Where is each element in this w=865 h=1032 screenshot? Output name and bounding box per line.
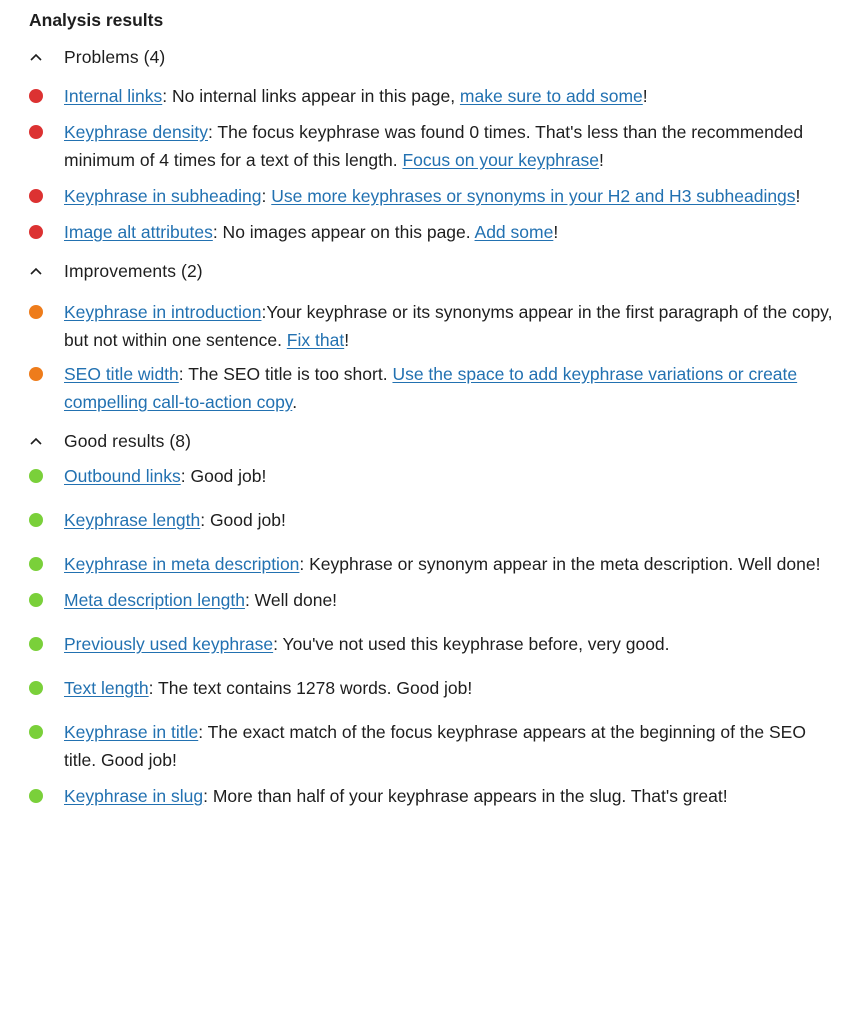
status-dot-icon xyxy=(29,506,64,534)
result-item-seo-title-width xyxy=(29,360,835,416)
result-text xyxy=(64,82,835,110)
result-item-image-alt-attributes xyxy=(29,218,835,246)
assessment-link[interactable]: Internal links xyxy=(64,86,163,106)
status-dot-good xyxy=(29,681,43,695)
result-item-keyphrase-density xyxy=(29,118,835,174)
chevron-up-icon xyxy=(29,436,64,446)
results-list xyxy=(29,298,835,416)
result-message: : No images appear on this page. xyxy=(212,222,475,242)
result-message: ! xyxy=(344,330,350,350)
result-message: : The exact match of the focus keyphrase appears at the beginning of the SEO title. Good job! xyxy=(64,722,806,770)
status-dot-good xyxy=(29,789,43,803)
result-message: :Your keyphrase or its synonyms appear in the first paragraph of the copy, but not within one sentence. xyxy=(64,302,833,350)
status-dot-bad xyxy=(29,225,43,239)
status-dot-good xyxy=(29,557,43,571)
section-label: Problems (4) xyxy=(64,46,166,67)
chevron-up-icon xyxy=(29,52,64,62)
status-dot-good xyxy=(29,513,43,527)
assessment-link[interactable]: Image alt attributes xyxy=(64,222,213,242)
result-item-keyphrase-in-introduction xyxy=(29,298,835,354)
status-dot-icon xyxy=(29,586,64,614)
status-dot-ok xyxy=(29,305,43,319)
result-item-internal-links xyxy=(29,82,835,110)
result-message: ! xyxy=(642,86,648,106)
assessment-link[interactable]: Meta description length xyxy=(64,590,245,610)
analysis-results-panel xyxy=(0,8,865,810)
result-item-previously-used-keyphrase xyxy=(29,630,835,658)
assessment-link[interactable]: Keyphrase in slug xyxy=(64,786,204,806)
status-dot-icon xyxy=(29,298,64,326)
result-message: . xyxy=(292,392,298,412)
status-dot-bad xyxy=(29,189,43,203)
result-item-outbound-links xyxy=(29,462,835,490)
result-text xyxy=(64,630,835,658)
section-toggle-ok[interactable] xyxy=(29,256,835,286)
section-toggle-bad[interactable] xyxy=(29,42,835,72)
result-text xyxy=(64,550,835,578)
status-dot-icon xyxy=(29,360,64,388)
result-item-keyphrase-in-subheading xyxy=(29,182,835,210)
result-message: : The text contains 1278 words. Good job! xyxy=(148,678,473,698)
result-message: : More than half of your keyphrase appears in the slug. That's great! xyxy=(203,786,728,806)
result-message: ! xyxy=(598,150,604,170)
result-item-keyphrase-in-title xyxy=(29,718,835,774)
status-dot-good xyxy=(29,637,43,651)
result-message: : No internal links appear in this page, xyxy=(162,86,460,106)
status-dot-icon xyxy=(29,782,64,810)
status-dot-good xyxy=(29,593,43,607)
result-message: : You've not used this keyphrase before, very good. xyxy=(273,634,670,654)
action-link[interactable]: Use more keyphrases or synonyms in your H2 and H3 subheadings xyxy=(271,186,796,206)
action-link[interactable]: Focus on your keyphrase xyxy=(402,150,599,170)
result-message: : Keyphrase or synonym appear in the meta description. Well done! xyxy=(299,554,821,574)
section-label: Improvements (2) xyxy=(64,260,203,281)
status-dot-good xyxy=(29,725,43,739)
results-list xyxy=(29,462,835,810)
chevron-up-icon xyxy=(29,266,64,276)
action-link[interactable]: Fix that xyxy=(286,330,345,350)
result-text xyxy=(64,118,835,174)
status-dot-icon xyxy=(29,630,64,658)
result-message: : Good job! xyxy=(180,466,267,486)
assessment-link[interactable]: Keyphrase in subheading xyxy=(64,186,262,206)
section-good xyxy=(29,426,835,810)
assessment-link[interactable]: Previously used keyphrase xyxy=(64,634,274,654)
result-item-text-length xyxy=(29,674,835,702)
status-dot-icon xyxy=(29,182,64,210)
result-message: : The SEO title is too short. xyxy=(178,364,393,384)
action-link[interactable]: make sure to add some xyxy=(459,86,643,106)
assessment-link[interactable]: Outbound links xyxy=(64,466,181,486)
result-message: : Good job! xyxy=(200,510,286,530)
section-label: Good results (8) xyxy=(64,430,192,451)
assessment-link[interactable]: Keyphrase in meta description xyxy=(64,554,300,574)
status-dot-icon xyxy=(29,218,64,246)
result-item-keyphrase-in-slug xyxy=(29,782,835,810)
result-text xyxy=(64,182,835,210)
result-text xyxy=(64,218,835,246)
results-sections xyxy=(29,42,835,810)
result-text xyxy=(64,298,835,354)
panel-title: Analysis results xyxy=(29,10,164,30)
result-message: : The focus keyphrase was found 0 times. That's less than the recommended minimum of 4 times for a text of this length. xyxy=(64,122,804,170)
result-message: ! xyxy=(795,186,801,206)
section-toggle-good[interactable] xyxy=(29,426,835,456)
status-dot-icon xyxy=(29,82,64,110)
action-link[interactable]: Use the space to add keyphrase variations or create compelling call-to-action copy xyxy=(64,364,798,412)
result-text xyxy=(64,360,835,416)
result-item-keyphrase-length xyxy=(29,506,835,534)
section-bad xyxy=(29,42,835,246)
status-dot-icon xyxy=(29,462,64,490)
status-dot-icon xyxy=(29,718,64,746)
assessment-link[interactable]: Text length xyxy=(64,678,149,698)
assessment-link[interactable]: Keyphrase in introduction xyxy=(64,302,262,322)
result-message: : xyxy=(261,186,272,206)
result-message: : Well done! xyxy=(244,590,338,610)
section-ok xyxy=(29,256,835,416)
status-dot-ok xyxy=(29,367,43,381)
result-text xyxy=(64,462,835,490)
status-dot-icon xyxy=(29,118,64,146)
assessment-link[interactable]: Keyphrase in title xyxy=(64,722,199,742)
results-list xyxy=(29,82,835,246)
status-dot-icon xyxy=(29,550,64,578)
status-dot-good xyxy=(29,469,43,483)
result-text xyxy=(64,718,835,774)
status-dot-icon xyxy=(29,674,64,702)
result-text xyxy=(64,782,835,810)
result-text xyxy=(64,674,835,702)
status-dot-bad xyxy=(29,89,43,103)
status-dot-bad xyxy=(29,125,43,139)
assessment-link[interactable]: Keyphrase density xyxy=(64,122,208,142)
result-text xyxy=(64,506,835,534)
result-item-meta-description-length xyxy=(29,586,835,614)
action-link[interactable]: Add some xyxy=(474,222,554,242)
result-message: ! xyxy=(553,222,559,242)
result-item-keyphrase-in-meta-description xyxy=(29,550,835,578)
assessment-link[interactable]: SEO title width xyxy=(64,364,179,384)
assessment-link[interactable]: Keyphrase length xyxy=(64,510,201,530)
result-text xyxy=(64,586,835,614)
